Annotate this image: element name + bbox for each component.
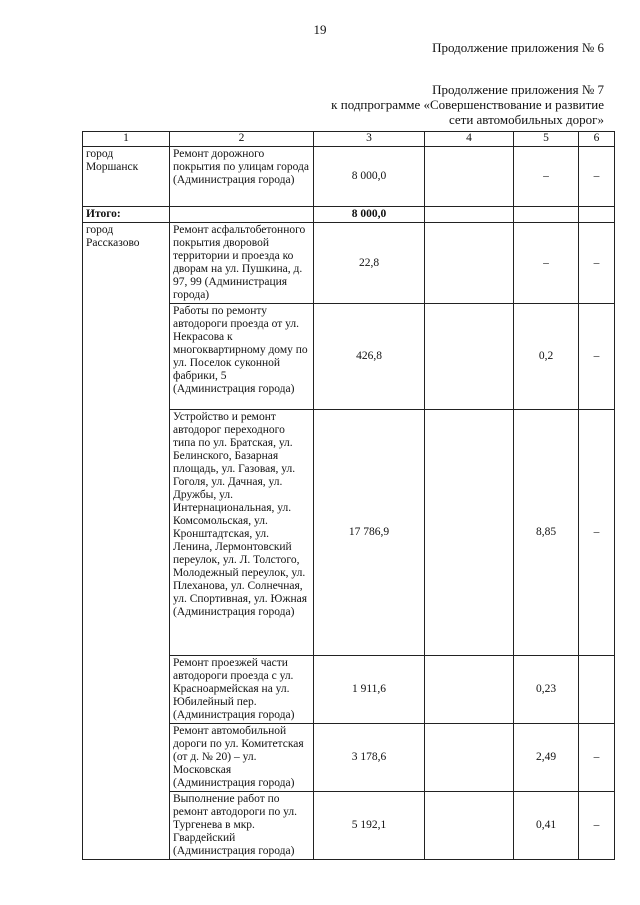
roads-table [82, 131, 615, 860]
column-4-cell [425, 410, 514, 656]
total-amount: 8 000,0 [314, 207, 425, 223]
column-5-cell: 2,49 [514, 724, 579, 792]
column-6-cell: – [579, 792, 615, 860]
appendix-7-caption [264, 82, 604, 127]
column-5-header: 5 [514, 132, 579, 147]
work-cell: Работы по ремонту автодороги проезда от ул. Некрасова к многоквартирному дому по ул. Поселок суконной фабрики, 5 (Администрация города) [170, 304, 314, 410]
appendix-7-line2: к подпрограмме «Совершенствование и развитие [331, 97, 604, 112]
work-cell: Ремонт асфальтобетонного покрытия дворовой территории и проезда ко дворам на ул. Пушкина, д. 97, 99 (Администрация города) [170, 223, 314, 304]
column-6-cell: – [579, 223, 615, 304]
amount-cell: 5 192,1 [314, 792, 425, 860]
column-6-cell [579, 207, 615, 223]
column-6-cell: – [579, 304, 615, 410]
column-4-cell [425, 792, 514, 860]
column-4-cell [425, 304, 514, 410]
amount-cell: 426,8 [314, 304, 425, 410]
column-4-header: 4 [425, 132, 514, 147]
column-5-cell: – [514, 223, 579, 304]
column-3-header: 3 [314, 132, 425, 147]
amount-cell: 8 000,0 [314, 147, 425, 207]
column-5-cell: 0,41 [514, 792, 579, 860]
appendix-6-caption: Продолжение приложения № 6 [432, 40, 604, 55]
table-row [83, 223, 615, 304]
table-row [83, 147, 615, 207]
work-cell: Выполнение работ по ремонт автодороги по ул. Тургенева в мкр. Гвардейский (Администрация города) [170, 792, 314, 860]
column-4-cell [425, 207, 514, 223]
column-number-row [83, 132, 615, 147]
column-5-cell: 0,2 [514, 304, 579, 410]
column-4-cell [425, 656, 514, 724]
column-5-cell: – [514, 147, 579, 207]
column-4-cell [425, 147, 514, 207]
column-5-cell [514, 207, 579, 223]
column-6-cell [579, 656, 615, 724]
column-6-cell: – [579, 147, 615, 207]
column-4-cell [425, 724, 514, 792]
work-cell [170, 207, 314, 223]
amount-cell: 3 178,6 [314, 724, 425, 792]
work-cell: Ремонт автомобильной дороги по ул. Комитетская (от д. № 20) – ул. Московская (Администрация города) [170, 724, 314, 792]
page-number: 19 [313, 22, 327, 37]
work-cell: Ремонт дорожного покрытия по улицам города (Администрация города) [170, 147, 314, 207]
total-row [83, 207, 615, 223]
column-6-cell: – [579, 724, 615, 792]
column-1-header: 1 [83, 132, 170, 147]
amount-cell: 1 911,6 [314, 656, 425, 724]
column-5-cell: 0,23 [514, 656, 579, 724]
amount-cell: 17 786,9 [314, 410, 425, 656]
city-cell: город Моршанск [83, 147, 170, 207]
column-5-cell: 8,85 [514, 410, 579, 656]
column-6-header: 6 [579, 132, 615, 147]
work-cell: Устройство и ремонт автодорог переходного типа по ул. Братская, ул. Белинского, Базарная площадь, ул. Газовая, ул. Гоголя, ул. Дачная, ул. Дружбы, ул. Интернациональная, ул. Комсомольская, ул. Кронштадтская, ул. Ленина, Лермонтовский переулок, ул. Л. Толстого, Молодежный переулок, ул. Плеханова, ул. Солнечная, ул. Спортивная, ул. Южная (Администрация города) [170, 410, 314, 656]
total-label: Итого: [83, 207, 170, 223]
city-cell: город Рассказово [83, 223, 170, 860]
amount-cell: 22,8 [314, 223, 425, 304]
work-cell: Ремонт проезжей части автодороги проезда с ул. Красноармейская на ул. Юбилейный пер. (Администрация города) [170, 656, 314, 724]
column-4-cell [425, 223, 514, 304]
column-6-cell: – [579, 410, 615, 656]
appendix-7-line3: сети автомобильных дорог» [448, 112, 604, 127]
column-2-header: 2 [170, 132, 314, 147]
appendix-7-line1: Продолжение приложения № 7 [432, 82, 604, 97]
